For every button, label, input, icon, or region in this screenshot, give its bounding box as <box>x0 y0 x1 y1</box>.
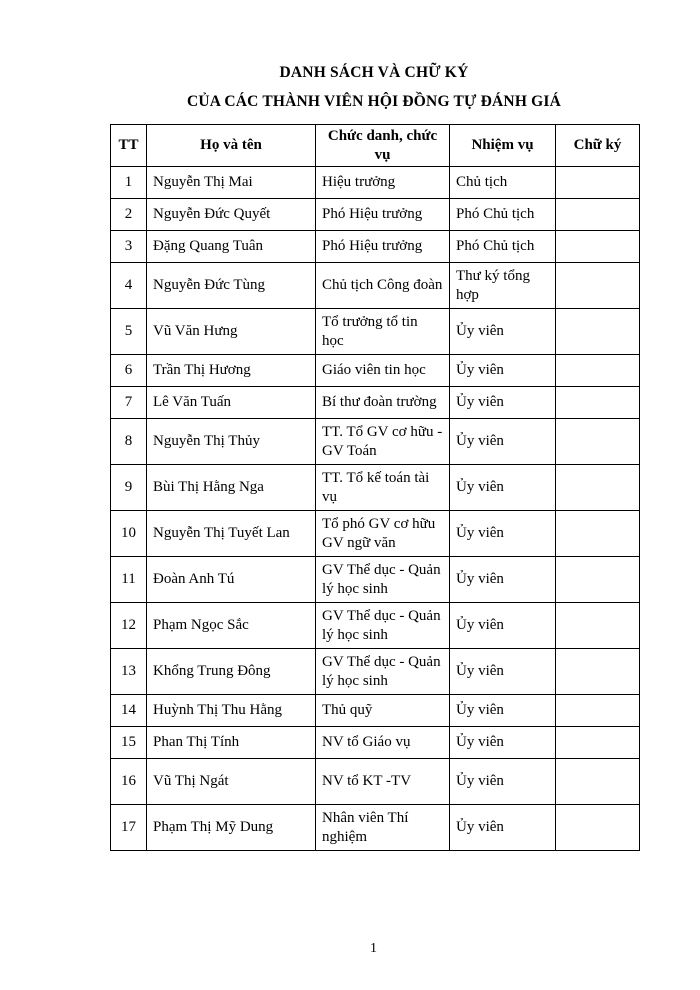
table-header-row <box>111 125 640 167</box>
cell-name: Đặng Quang Tuân <box>147 231 316 263</box>
table-row <box>111 263 640 309</box>
cell-duty: Chủ tịch <box>450 167 556 199</box>
cell-position: GV Thể dục - Quản lý học sinh <box>316 649 450 695</box>
table-row <box>111 759 640 805</box>
cell-position: GV Thể dục - Quản lý học sinh <box>316 557 450 603</box>
cell-duty: Ủy viên <box>450 649 556 695</box>
cell-position: Chủ tịch Công đoàn <box>316 263 450 309</box>
cell-tt: 4 <box>111 263 147 309</box>
cell-name: Nguyễn Thị Mai <box>147 167 316 199</box>
cell-duty: Ủy viên <box>450 759 556 805</box>
cell-signature <box>556 603 640 649</box>
cell-duty: Ủy viên <box>450 309 556 355</box>
cell-signature <box>556 465 640 511</box>
cell-tt: 6 <box>111 355 147 387</box>
table-row <box>111 649 640 695</box>
cell-duty: Ủy viên <box>450 695 556 727</box>
cell-name: Đoàn Anh Tú <box>147 557 316 603</box>
cell-signature <box>556 309 640 355</box>
cell-name: Vũ Thị Ngát <box>147 759 316 805</box>
table-row <box>111 355 640 387</box>
table-row <box>111 419 640 465</box>
cell-duty: Ủy viên <box>450 465 556 511</box>
cell-position: Giáo viên tin học <box>316 355 450 387</box>
table-row <box>111 695 640 727</box>
cell-name: Lê Văn Tuấn <box>147 387 316 419</box>
cell-signature <box>556 419 640 465</box>
cell-duty: Thư ký tổng hợp <box>450 263 556 309</box>
table-row <box>111 805 640 851</box>
cell-tt: 8 <box>111 419 147 465</box>
cell-signature <box>556 557 640 603</box>
cell-tt: 14 <box>111 695 147 727</box>
cell-signature <box>556 199 640 231</box>
table-row <box>111 511 640 557</box>
table-row <box>111 231 640 263</box>
cell-signature <box>556 231 640 263</box>
table-row <box>111 199 640 231</box>
cell-tt: 10 <box>111 511 147 557</box>
document-title-line-1: DANH SÁCH VÀ CHỮ KÝ <box>279 64 469 81</box>
cell-position: Nhân viên Thí nghiệm <box>316 805 450 851</box>
table-row <box>111 727 640 759</box>
column-header-signature: Chữ ký <box>556 125 640 167</box>
cell-name: Phan Thị Tính <box>147 727 316 759</box>
cell-tt: 17 <box>111 805 147 851</box>
table-row <box>111 603 640 649</box>
cell-position: Hiệu trưởng <box>316 167 450 199</box>
cell-duty: Ủy viên <box>450 355 556 387</box>
cell-position: Tổ phó GV cơ hữu GV ngữ văn <box>316 511 450 557</box>
cell-name: Nguyễn Đức Quyết <box>147 199 316 231</box>
column-header-position: Chức danh, chức vụ <box>316 125 450 167</box>
cell-name: Nguyễn Thị Thủy <box>147 419 316 465</box>
table-row <box>111 557 640 603</box>
cell-position: TT. Tổ GV cơ hữu - GV Toán <box>316 419 450 465</box>
cell-signature <box>556 695 640 727</box>
table-row <box>111 465 640 511</box>
cell-duty: Ủy viên <box>450 419 556 465</box>
table-row <box>111 167 640 199</box>
cell-signature <box>556 355 640 387</box>
cell-name: Vũ Văn Hưng <box>147 309 316 355</box>
cell-tt: 1 <box>111 167 147 199</box>
cell-position: NV tổ Giáo vụ <box>316 727 450 759</box>
cell-name: Bùi Thị Hằng Nga <box>147 465 316 511</box>
cell-signature <box>556 727 640 759</box>
cell-position: Thủ quỹ <box>316 695 450 727</box>
cell-name: Nguyễn Thị Tuyết Lan <box>147 511 316 557</box>
cell-signature <box>556 511 640 557</box>
column-header-name: Họ và tên <box>147 125 316 167</box>
cell-duty: Ủy viên <box>450 387 556 419</box>
cell-tt: 5 <box>111 309 147 355</box>
cell-duty: Ủy viên <box>450 557 556 603</box>
cell-position: TT. Tổ kế toán tài vụ <box>316 465 450 511</box>
cell-tt: 2 <box>111 199 147 231</box>
cell-position: Bí thư đoàn trường <box>316 387 450 419</box>
cell-position: GV Thể dục - Quản lý học sinh <box>316 603 450 649</box>
column-header-duty: Nhiệm vụ <box>450 125 556 167</box>
cell-tt: 12 <box>111 603 147 649</box>
cell-position: Phó Hiệu trưởng <box>316 199 450 231</box>
cell-name: Khổng Trung Đông <box>147 649 316 695</box>
cell-position: Phó Hiệu trưởng <box>316 231 450 263</box>
table-body <box>111 167 640 851</box>
table-row <box>111 387 640 419</box>
cell-tt: 13 <box>111 649 147 695</box>
cell-tt: 15 <box>111 727 147 759</box>
cell-duty: Ủy viên <box>450 603 556 649</box>
cell-tt: 16 <box>111 759 147 805</box>
document-title-line-2: CỦA CÁC THÀNH VIÊN HỘI ĐỒNG TỰ ĐÁNH GIÁ <box>186 93 562 110</box>
cell-signature <box>556 759 640 805</box>
cell-tt: 9 <box>111 465 147 511</box>
cell-name: Huỳnh Thị Thu Hằng <box>147 695 316 727</box>
cell-signature <box>556 387 640 419</box>
cell-signature <box>556 263 640 309</box>
cell-duty: Ủy viên <box>450 805 556 851</box>
cell-name: Phạm Thị Mỹ Dung <box>147 805 316 851</box>
cell-duty: Phó Chủ tịch <box>450 199 556 231</box>
cell-tt: 7 <box>111 387 147 419</box>
members-table <box>110 124 640 851</box>
cell-duty: Phó Chủ tịch <box>450 231 556 263</box>
page-number: 1 <box>370 941 377 956</box>
column-header-tt: TT <box>111 125 147 167</box>
cell-name: Phạm Ngọc Sắc <box>147 603 316 649</box>
table-row <box>111 309 640 355</box>
cell-name: Nguyễn Đức Tùng <box>147 263 316 309</box>
cell-position: Tổ trưởng tổ tin học <box>316 309 450 355</box>
cell-tt: 11 <box>111 557 147 603</box>
cell-duty: Ủy viên <box>450 511 556 557</box>
cell-signature <box>556 649 640 695</box>
cell-signature <box>556 167 640 199</box>
cell-tt: 3 <box>111 231 147 263</box>
cell-signature <box>556 805 640 851</box>
cell-duty: Ủy viên <box>450 727 556 759</box>
cell-name: Trần Thị Hương <box>147 355 316 387</box>
cell-position: NV tổ KT -TV <box>316 759 450 805</box>
